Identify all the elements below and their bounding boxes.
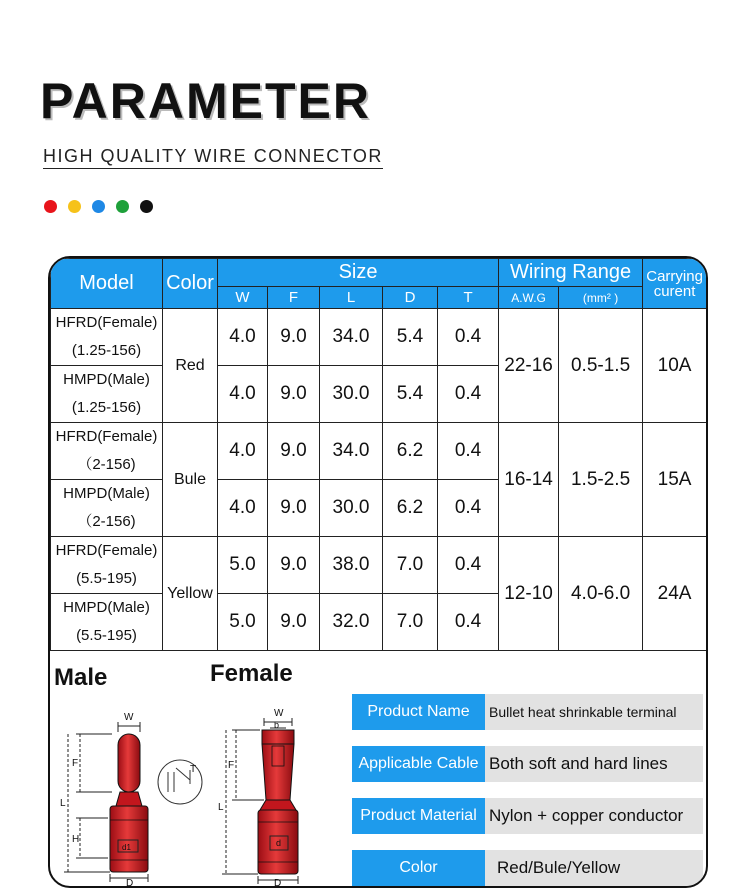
w-cell: 4.0 — [218, 366, 268, 423]
mm2-cell: 1.5-2.5 — [559, 423, 643, 537]
current-cell: 10A — [643, 309, 707, 423]
w-cell: 4.0 — [218, 423, 268, 480]
current-cell: 15A — [643, 423, 707, 537]
model-cell: HMPD(Male) (1.25-156) — [51, 366, 163, 423]
header-carrying-current — [643, 259, 707, 309]
black-dot — [140, 200, 153, 213]
d-cell: 7.0 — [383, 537, 438, 594]
header-color: Color — [163, 259, 218, 309]
l-cell: 34.0 — [320, 309, 383, 366]
w-cell: 4.0 — [218, 480, 268, 537]
t-cell: 0.4 — [438, 309, 499, 366]
male-label: Male — [54, 664, 108, 691]
d-cell: 5.4 — [383, 366, 438, 423]
f-cell: 9.0 — [268, 366, 320, 423]
model-cell: HMPD(Male) （2-156) — [51, 480, 163, 537]
red-dot — [44, 200, 57, 213]
male-h-label: H — [72, 834, 80, 845]
header-mm2: (mm² ) — [559, 287, 643, 309]
awg-cell: 22-16 — [499, 309, 559, 423]
header-awg: A.W.G — [499, 287, 559, 309]
male-neck — [116, 792, 142, 806]
info-value: Bullet heat shrinkable terminal — [485, 694, 703, 730]
info-key: Color — [352, 850, 485, 886]
f-cell: 9.0 — [268, 423, 320, 480]
color-cell: Bule — [163, 423, 218, 537]
f-cell: 9.0 — [268, 309, 320, 366]
info-row-applicable-cable — [352, 746, 703, 782]
male-w-label: W — [124, 712, 134, 723]
d-cell: 6.2 — [383, 423, 438, 480]
l-cell: 38.0 — [320, 537, 383, 594]
w-cell: 4.0 — [218, 309, 268, 366]
diagram-section — [50, 650, 706, 886]
info-row-color — [352, 850, 703, 886]
green-dot — [116, 200, 129, 213]
info-value: Both soft and hard lines — [485, 746, 703, 782]
model-cell: HMPD(Male) (5.5-195) — [51, 594, 163, 651]
w-cell: 5.0 — [218, 537, 268, 594]
t-cell: 0.4 — [438, 594, 499, 651]
table-row — [51, 423, 707, 480]
parameter-card — [48, 256, 708, 888]
t-cell: 0.4 — [438, 366, 499, 423]
female-socket — [262, 744, 294, 800]
table-row — [51, 309, 707, 366]
current-cell: 24A — [643, 537, 707, 651]
info-key: Applicable Cable — [352, 746, 485, 782]
awg-cell: 16-14 — [499, 423, 559, 537]
page-title: PARAMETER — [40, 73, 371, 129]
female-l-label: L — [218, 802, 224, 813]
yellow-dot — [68, 200, 81, 213]
blue-dot — [92, 200, 105, 213]
female-w-label: W — [274, 708, 284, 719]
model-cell: HFRD(Female) (5.5-195) — [51, 537, 163, 594]
male-f-label: F — [72, 758, 79, 769]
female-terminal — [258, 730, 298, 874]
info-row-product-material — [352, 798, 703, 834]
color-cell: Red — [163, 309, 218, 423]
info-row-product-name — [352, 694, 703, 730]
color-dots — [44, 200, 153, 213]
female-d-small-label: d — [276, 838, 282, 848]
d-cell: 5.4 — [383, 309, 438, 366]
male-d1-label: d1 — [122, 843, 131, 852]
female-label: Female — [210, 660, 293, 687]
d-cell: 7.0 — [383, 594, 438, 651]
f-cell: 9.0 — [268, 537, 320, 594]
color-cell: Yellow — [163, 537, 218, 651]
info-key: Product Material — [352, 798, 485, 834]
female-d-label: D — [274, 878, 282, 886]
info-key: Product Name — [352, 694, 485, 730]
male-l-label: L — [60, 798, 66, 809]
female-b-label: b — [274, 720, 280, 730]
l-cell: 30.0 — [320, 480, 383, 537]
cross-section-t-label: T — [190, 764, 197, 775]
header-current-label: curent — [653, 282, 696, 300]
model-cell: HFRD(Female) (1.25-156) — [51, 309, 163, 366]
male-sleeve — [110, 806, 148, 872]
header-wiring-range: Wiring Range — [499, 259, 643, 287]
header-l: L — [320, 287, 383, 309]
male-d-label: D — [126, 878, 134, 886]
t-cell: 0.4 — [438, 537, 499, 594]
t-cell: 0.4 — [438, 480, 499, 537]
table-row — [51, 537, 707, 594]
d-cell: 6.2 — [383, 480, 438, 537]
page-subtitle: HIGH QUALITY WIRE CONNECTOR — [43, 146, 383, 169]
header-f: F — [268, 287, 320, 309]
l-cell: 32.0 — [320, 594, 383, 651]
female-f-label: F — [228, 760, 235, 771]
male-pin — [118, 734, 140, 792]
w-cell: 5.0 — [218, 594, 268, 651]
info-value: Nylon + copper conductor — [485, 798, 703, 834]
header-d: D — [383, 287, 438, 309]
mm2-cell: 4.0-6.0 — [559, 537, 643, 651]
header-carrying-label: Carrying — [646, 267, 703, 285]
header-model: Model — [51, 259, 163, 309]
t-cell: 0.4 — [438, 423, 499, 480]
header-t: T — [438, 287, 499, 309]
f-cell: 9.0 — [268, 594, 320, 651]
f-cell: 9.0 — [268, 480, 320, 537]
model-cell: HFRD(Female) （2-156) — [51, 423, 163, 480]
l-cell: 34.0 — [320, 423, 383, 480]
info-value: Red/Bule/Yellow — [485, 850, 703, 886]
header-w: W — [218, 287, 268, 309]
mm2-cell: 0.5-1.5 — [559, 309, 643, 423]
header-size: Size — [218, 259, 499, 287]
l-cell: 30.0 — [320, 366, 383, 423]
spec-table — [50, 258, 707, 651]
awg-cell: 12-10 — [499, 537, 559, 651]
